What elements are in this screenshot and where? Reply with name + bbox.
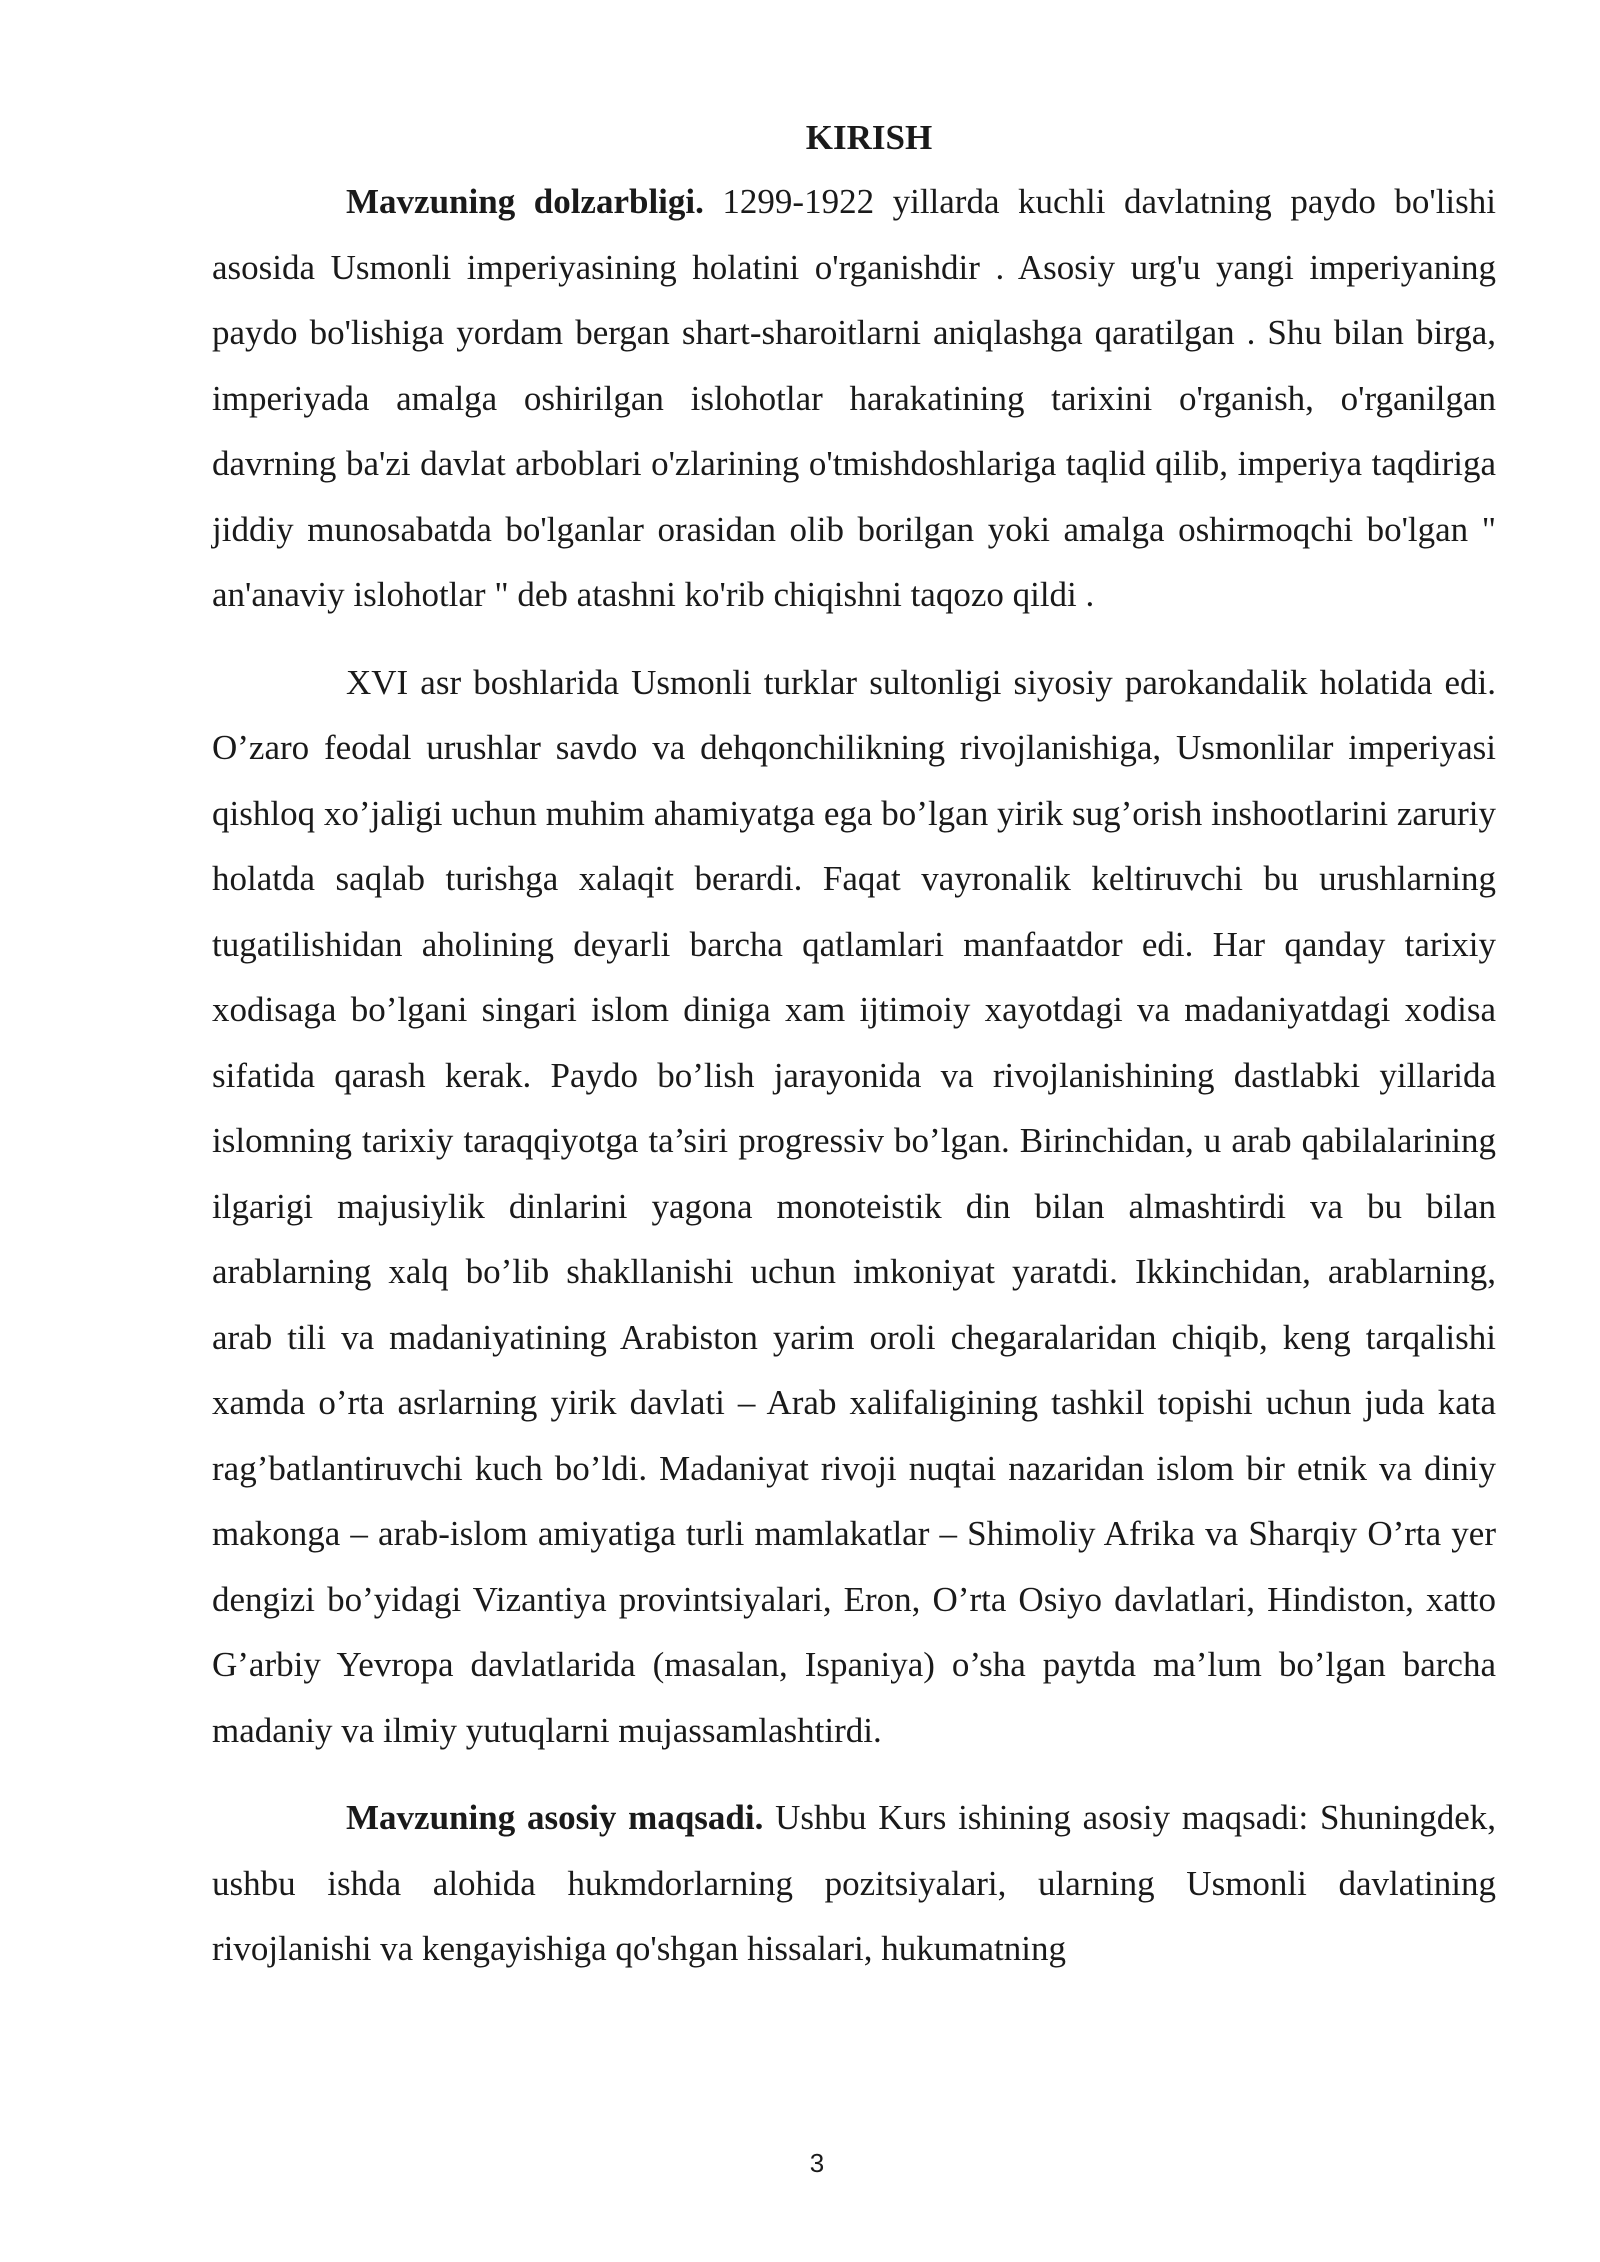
page-number: 3: [809, 2148, 825, 2178]
paragraph-lead-goal: Mavzuning asosiy maqsadi.: [346, 1798, 764, 1837]
paragraph-lead-relevance: Mavzuning dolzarbligi.: [346, 182, 704, 221]
paragraph-goal: [212, 1785, 1496, 1982]
paragraph-relevance: [212, 169, 1496, 628]
paragraph-text-relevance: 1299-1922 yillarda kuchli davlatning paydo bo'lishi asosida Usmonli imperiyasining holatini o'rganishdir . Asosiy urg'u yangi imperiyaning paydo bo'lishiga yordam bergan shart-sharoitlarni aniqlashga qaratilgan . Shu bilan birga, imperiyada amalga oshirilgan islohotlar harakatining tarixini o'rganish, o'rganilgan davrning ba'zi davlat arboblari o'zlarining o'tmishdoshlariga taqlid qilib, imperiya taqdiriga jiddiy munosabatda bo'lganlar orasidan olib borilgan yoki amalga oshirmoqchi bo'lgan " an'anaviy islohotlar " deb atashni ko'rib chiqishni taqozo qildi .: [212, 182, 1496, 614]
paragraph-text-history: XVI asr boshlarida Usmonli turklar sultonligi siyosiy parokandalik holatida edi. O’zaro feodal urushlar savdo va dehqonchilikning rivojlanishiga, Usmonlilar imperiyasi qishloq xo’jaligi uchun muhim ahamiyatga ega bo’lgan yirik sug’orish inshootlarini zaruriy holatda saqlab turishga xalaqit berardi. Faqat vayronalik keltiruvchi bu urushlarning tugatilishidan aholining deyarli barcha qatlamlari manfaatdor edi. Har qanday tarixiy xodisaga bo’lgani singari islom diniga xam ijtimoiy xayotdagi va madaniyatdagi xodisa sifatida qarash kerak. Paydo bo’lish jarayonida va rivojlanishining dastlabki yillarida islomning tarixiy taraqqiyotga ta’siri progressiv bo’lgan. Birinchidan, u arab qabilalarining ilgarigi majusiylik dinlarini yagona monoteistik din bilan almashtirdi va bu bilan arablarning xalq bo’lib shakllanishi uchun imkoniyat yaratdi. Ikkinchidan, arablarning, arab tili va madaniyatining Arabiston yarim oroli chegaralaridan chiqib, keng tarqalishi xamda o’rta asrlarning yirik davlati – Arab xalifaligining tashkil topishi uchun juda kata rag’batlantiruvchi kuch bo’ldi. Madaniyat rivoji nuqtai nazaridan islom bir etnik va diniy makonga – arab-islom amiyatiga turli mamlakatlar – Shimoliy Afrika va Sharqiy O’rta yer dengizi bo’yidagi Vizantiya provintsiyalari, Eron, O’rta Osiyo davlatlari, Hindiston, xatto G’arbiy Yevropa davlatlarida (masalan, Ispaniya) o’sha paytda ma’lum bo’lgan barcha madaniy va ilmiy yutuqlarni mujassamlashtirdi.: [212, 662, 1496, 1750]
paragraph-history: [212, 650, 1496, 1764]
paragraph-text-goal: Ushbu Kurs ishining asosiy maqsadi: Shuningdek, ushbu ishda alohida hukmdorlarning pozitsiyalari, ularning Usmonli davlatining rivojlanishi va kengayishiga qo'shgan hissalari, hukumatning: [212, 1798, 1496, 1968]
document-page: [212, 112, 1496, 1982]
document-title: KIRISH: [805, 118, 933, 157]
